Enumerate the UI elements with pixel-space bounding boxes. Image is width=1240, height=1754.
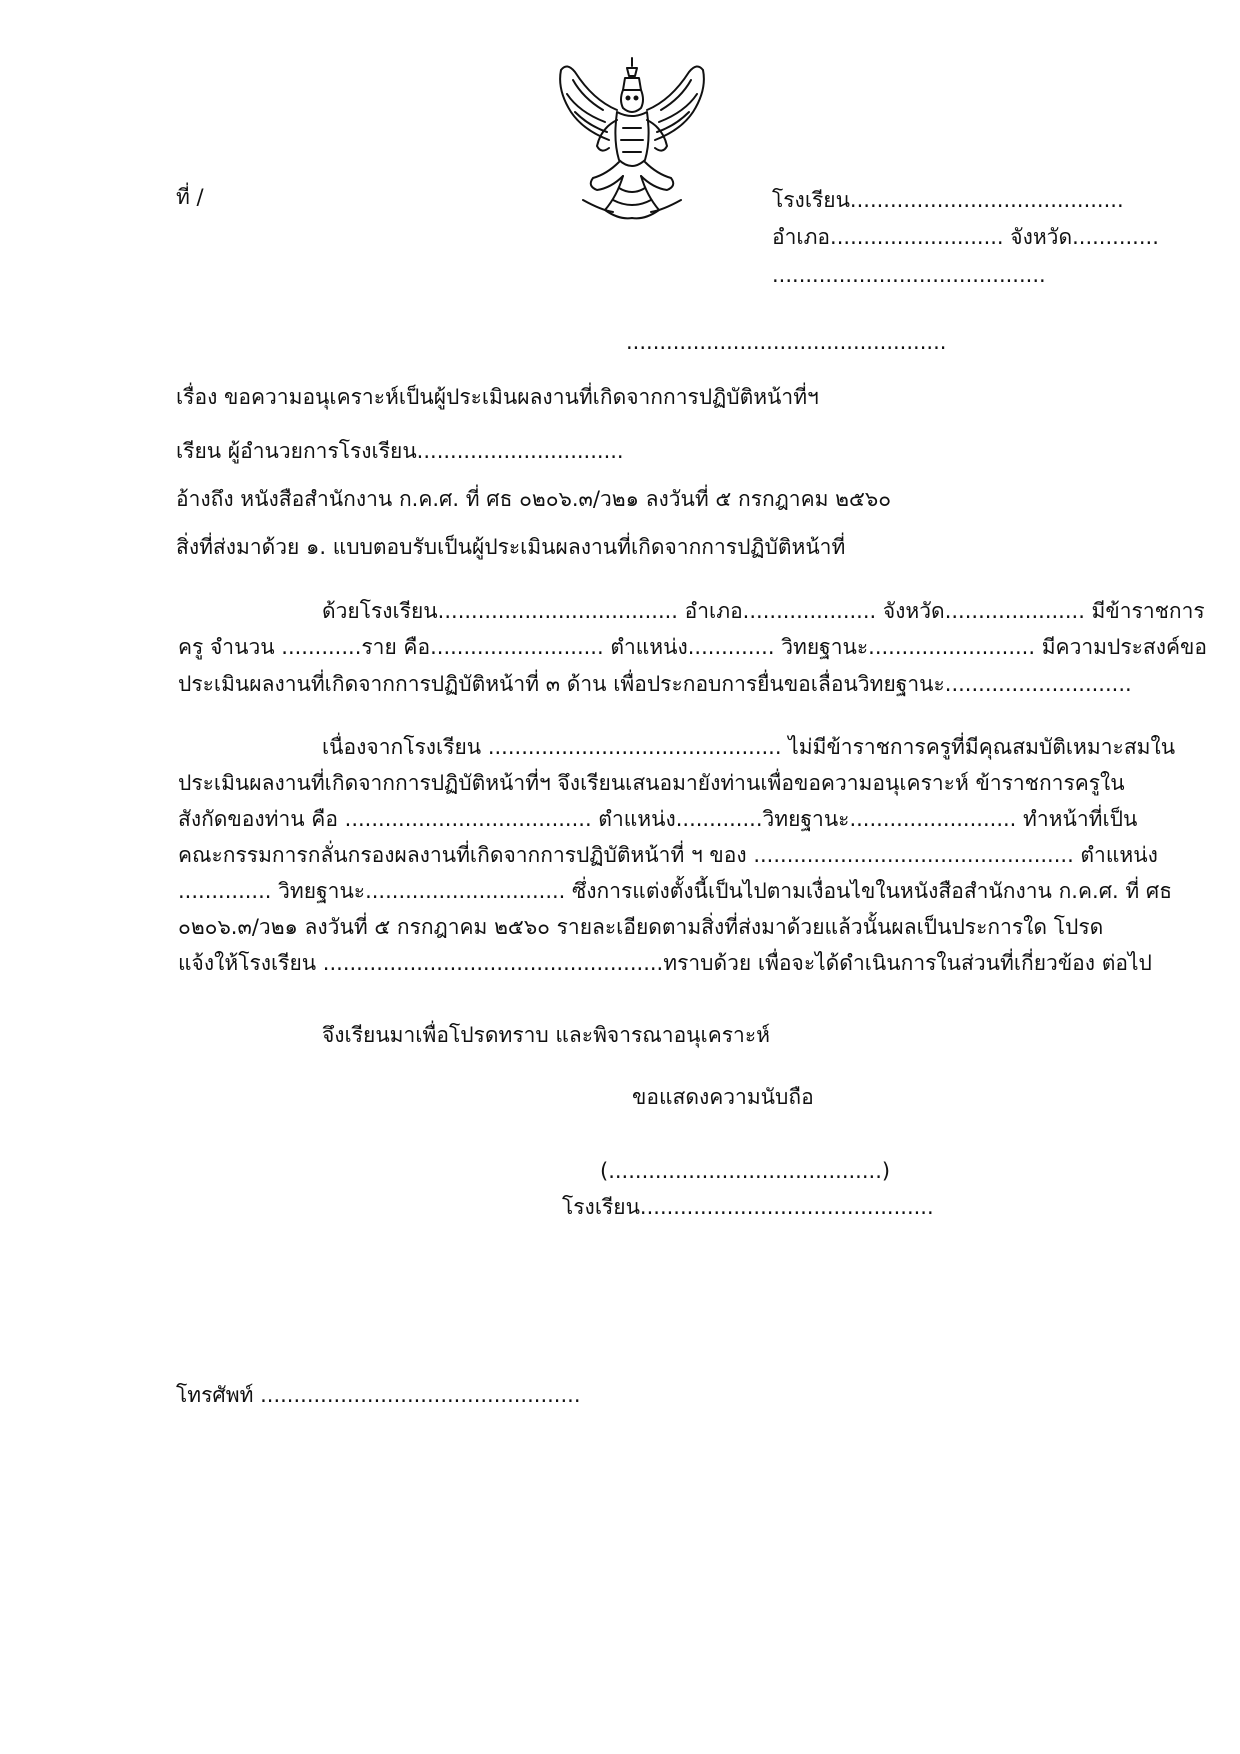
para2-line-5: .............. วิทยฐานะ.............................. ซึ่งการแต่งตั้งนี้เป็นไปตามเงื่อนไขในหนังสือสำนักงาน ก.ค.ศ. ที่ ศธ (178, 879, 1173, 903)
letter-reference: อ้างถึง หนังสือสำนักงาน ก.ค.ศ. ที่ ศธ ๐๒๐๖.๓/ว๒๑ ลงวันที่ ๕ กรกฎาคม ๒๕๖๐ (176, 487, 892, 511)
letter-date: ................................................ (626, 330, 947, 354)
phone-line: โทรศัพท์ ................................................ (176, 1383, 581, 1407)
letter-subject: เรื่อง ขอความอนุเคราะห์เป็นผู้ประเมินผลงานที่เกิดจากการปฏิบัติหน้าที่ฯ (176, 385, 819, 409)
reference-number: ที่ / (176, 185, 204, 209)
district-province-line: อำเภอ.......................... จังหวัด............. (772, 225, 1159, 249)
para1-line-3: ประเมินผลงานที่เกิดจากการปฏิบัติหน้าที่ ๓ ด้าน เพื่อประกอบการยื่นขอเลื่อนวิทยฐานะ............................ (178, 672, 1132, 696)
para2-line-7: แจ้งให้โรงเรียน ...................................................ทราบด้วย เพื่อจะได้ดำเนินการในส่วนที่เกี่ยวข้อง ต่อไป (178, 951, 1152, 975)
para2-line-3: สังกัดของท่าน คือ ..................................... ตำแหน่ง.............วิทยฐานะ......................... ทำหน้าที่เป็น (178, 807, 1138, 831)
para1-line-1: ด้วยโรงเรียน.................................... อำเภอ.................... จังหวัด..................... มีข้าราชการ (322, 599, 1205, 623)
para2-line-2: ประเมินผลงานที่เกิดจากการปฏิบัติหน้าที่ฯ จึงเรียนเสนอมายังท่านเพื่อขอความอนุเคราะห์ ข้าราชการครูใน (178, 771, 1125, 795)
para2-line-4: คณะกรรมการกลั่นกรองผลงานที่เกิดจากการปฏิบัติหน้าที่ ฯ ของ ................................................ ตำแหน่ง (178, 843, 1158, 867)
closing-line: จึงเรียนมาเพื่อโปรดทราบ และพิจารณาอนุเคราะห์ (322, 1023, 770, 1047)
para2-line-1: เนื่องจากโรงเรียน ............................................ ไม่มีข้าราชการครูที่มีคุณสมบัติเหมาะสมใน (322, 735, 1176, 759)
letter-recipient: เรียน ผู้อำนวยการโรงเรียน............................... (176, 439, 624, 463)
signature-school: โรงเรียน............................................ (562, 1195, 934, 1219)
letter-enclosure: สิ่งที่ส่งมาด้วย ๑. แบบตอบรับเป็นผู้ประเมินผลงานที่เกิดจากการปฏิบัติหน้าที่ (176, 535, 846, 559)
para1-line-2: ครู จำนวน ............ราย คือ.......................... ตำแหน่ง............. วิทยฐานะ......................... มีความประสงค์ขอ (178, 635, 1207, 659)
regards-line: ขอแสดงความนับถือ (632, 1085, 814, 1109)
garuda-emblem-icon (553, 50, 711, 228)
para2-line-6: ๐๒๐๖.๓/ว๒๑ ลงวันที่ ๕ กรกฎาคม ๒๕๖๐ รายละเอียดตามสิ่งที่ส่งมาด้วยแล้วนั้นผลเป็นประการใด โปรด (178, 915, 1104, 939)
school-address-line: โรงเรียน......................................... (772, 188, 1124, 212)
address-extra-line: ......................................... (772, 263, 1046, 287)
signature-name: (.........................................) (600, 1159, 891, 1183)
